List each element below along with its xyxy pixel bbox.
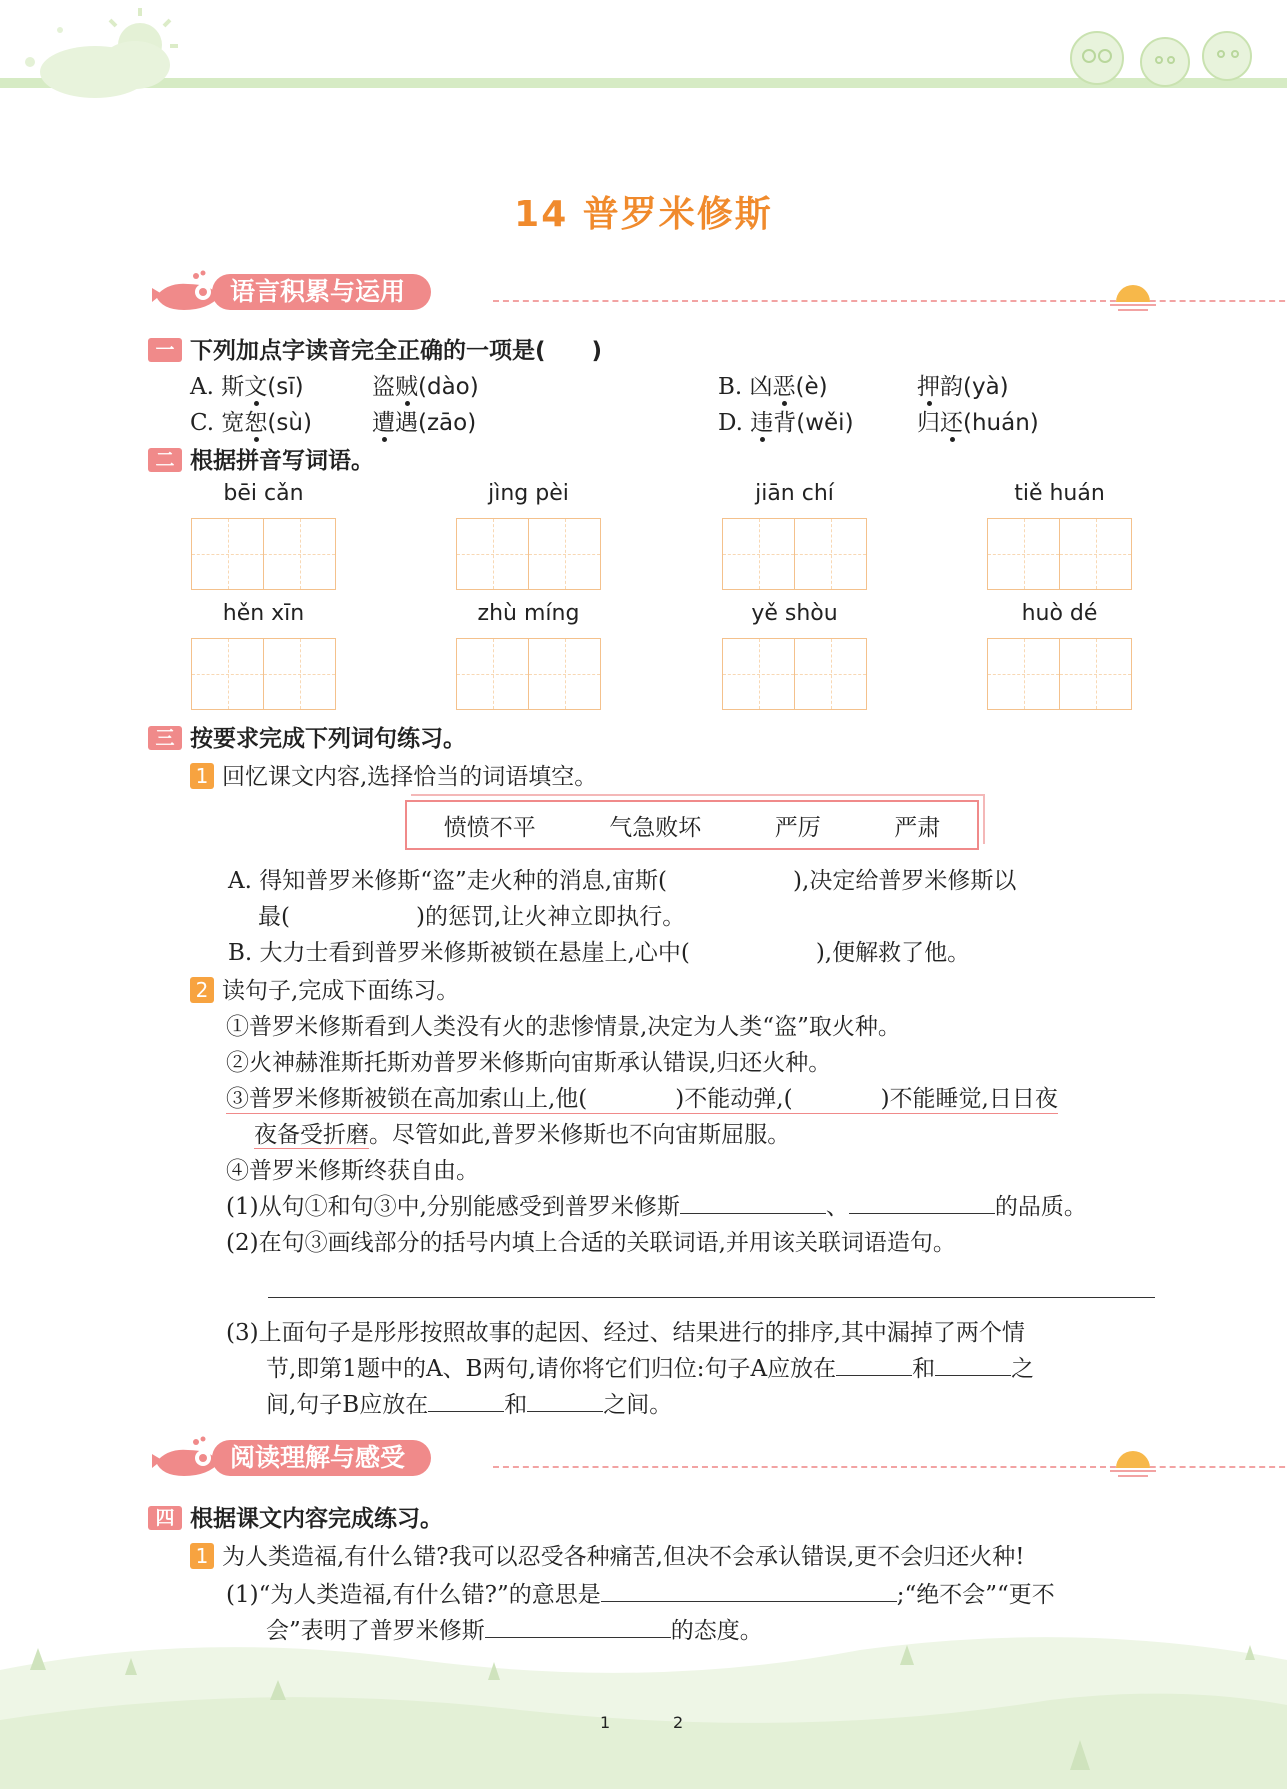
cartoon-animals-decoration [1055, 20, 1255, 90]
question-2-2: (2)在句③画线部分的括号内填上合适的关联词语,并用该关联词语造句。 [226, 1230, 956, 1256]
option-d-word2: 归还(huán) [917, 410, 1039, 436]
sentence-3: ③普罗米修斯被锁在高加索山上,他( )不能动弹,( )不能睡觉,日日夜 [226, 1080, 1058, 1114]
writing-grid[interactable] [722, 638, 867, 710]
option-a: A. 斯文(sī) [190, 374, 304, 400]
pinyin-label: huò dé [1021, 601, 1098, 626]
writing-grid[interactable] [987, 638, 1132, 710]
hills-decoration [0, 1630, 1287, 1789]
answer-blank[interactable] [601, 1581, 897, 1602]
question-3-heading: 三 按要求完成下列词句练习。 [148, 720, 466, 753]
pinyin-label: bēi cǎn [223, 481, 304, 506]
fill-sentence-b: B. 大力士看到普罗米修斯被锁在悬崖上,心中( ),便解救了他。 [228, 940, 971, 966]
answer-line[interactable] [268, 1297, 1155, 1298]
section-banner-language [148, 270, 1158, 314]
writing-grid[interactable] [987, 518, 1132, 590]
page-number: 1 [600, 1713, 611, 1732]
option-a-word2: 盗贼(dào) [372, 374, 479, 400]
quote-line: 1 为人类造福,有什么错?我可以忍受各种痛苦,但决不会承认错误,更不会归还火种! [190, 1538, 1025, 1571]
question-4-heading: 四 根据课文内容完成练习。 [148, 1500, 443, 1533]
question-2-3-end: 间,句子B应放在 和 之间。 [266, 1392, 673, 1418]
sentence-1: ①普罗米修斯看到人类没有火的悲惨情景,决定为人类“盗”取火种。 [226, 1014, 901, 1040]
question-2-1: (1)从句①和句③中,分别能感受到普罗米修斯 、 的品质。 [226, 1194, 1087, 1220]
sentence-4: ④普罗米修斯终获自由。 [226, 1158, 479, 1184]
answer-blank[interactable] [428, 1391, 504, 1412]
question-4-1: (1)“为人类造福,有什么错?”的意思是 ;“绝不会”“更不 [226, 1582, 1055, 1608]
section-title: 语言积累与运用 [212, 274, 431, 310]
section-title: 阅读理解与感受 [212, 1440, 431, 1476]
option-b-word2: 押韵(yà) [917, 374, 1009, 400]
page-title: 14 普罗米修斯 [514, 194, 773, 235]
question-2-3: (3)上面句子是彤彤按照故事的起因、经过、结果进行的排序,其中漏掉了两个情 [226, 1320, 1025, 1346]
word-option: 愤愤不平 [443, 814, 536, 841]
page-number: 2 [673, 1713, 684, 1732]
question-1-prompt: 下列加点字读音完全正确的一项是( ) [190, 338, 603, 364]
writing-grid[interactable] [456, 518, 601, 590]
option-b: B. 凶恶(è) [718, 374, 828, 400]
pinyin-label: zhù míng [477, 601, 580, 626]
question-number: 一 [148, 338, 182, 362]
question-4-1-cont: 会”表明了普罗米修斯 的态度。 [266, 1618, 763, 1644]
answer-blank[interactable] [836, 1355, 912, 1376]
section-divider [493, 300, 1287, 302]
sun-cloud-decoration [0, 0, 200, 110]
word-option: 严肃 [894, 814, 941, 841]
pinyin-label: jiān chí [755, 481, 834, 506]
answer-blank[interactable] [680, 1193, 826, 1214]
writing-grid[interactable] [191, 518, 336, 590]
writing-grid[interactable] [722, 518, 867, 590]
sunset-icon [1108, 282, 1158, 312]
word-bank [405, 800, 979, 850]
question-2-3-cont: 节,即第1题中的A、B两句,请你将它们归位:句子A应放在 和 之 [266, 1356, 1035, 1382]
writing-grid[interactable] [191, 638, 336, 710]
section-banner-reading [148, 1436, 1158, 1480]
word-option: 严厉 [774, 814, 821, 841]
pinyin-label: yě shòu [751, 601, 838, 626]
answer-blank[interactable] [935, 1355, 1011, 1376]
question-2-heading: 二 根据拼音写词语。 [148, 442, 374, 475]
writing-grid[interactable] [456, 638, 601, 710]
sunset-icon [1108, 1448, 1158, 1478]
fill-sentence-a-cont: 最( )的惩罚,让火神立即执行。 [258, 904, 686, 930]
fill-sentence-a: A. 得知普罗米修斯“盗”走火种的消息,宙斯( ),决定给普罗米修斯以 [228, 868, 1017, 894]
section-divider [493, 1466, 1287, 1468]
word-option: 气急败坏 [609, 814, 702, 841]
option-d: D. 违背(wěi) [718, 410, 854, 436]
answer-blank[interactable] [849, 1193, 995, 1214]
sentence-3-cont: 夜备受折磨。尽管如此,普罗米修斯也不向宙斯屈服。 [254, 1122, 791, 1148]
answer-blank[interactable] [527, 1391, 603, 1412]
sub-question-2: 2 读句子,完成下面练习。 [190, 972, 459, 1005]
option-c-word2: 遭遇(zāo) [372, 410, 477, 436]
option-c: C. 宽恕(sù) [190, 410, 312, 436]
sub-question-1: 1 回忆课文内容,选择恰当的词语填空。 [190, 758, 597, 791]
pinyin-label: tiě huán [1014, 481, 1105, 506]
sentence-2: ②火神赫淮斯托斯劝普罗米修斯向宙斯承认错误,归还火种。 [226, 1050, 832, 1076]
pinyin-label: hěn xīn [222, 601, 305, 626]
pinyin-label: jìng pèi [488, 481, 569, 506]
question-1-heading [148, 332, 602, 365]
